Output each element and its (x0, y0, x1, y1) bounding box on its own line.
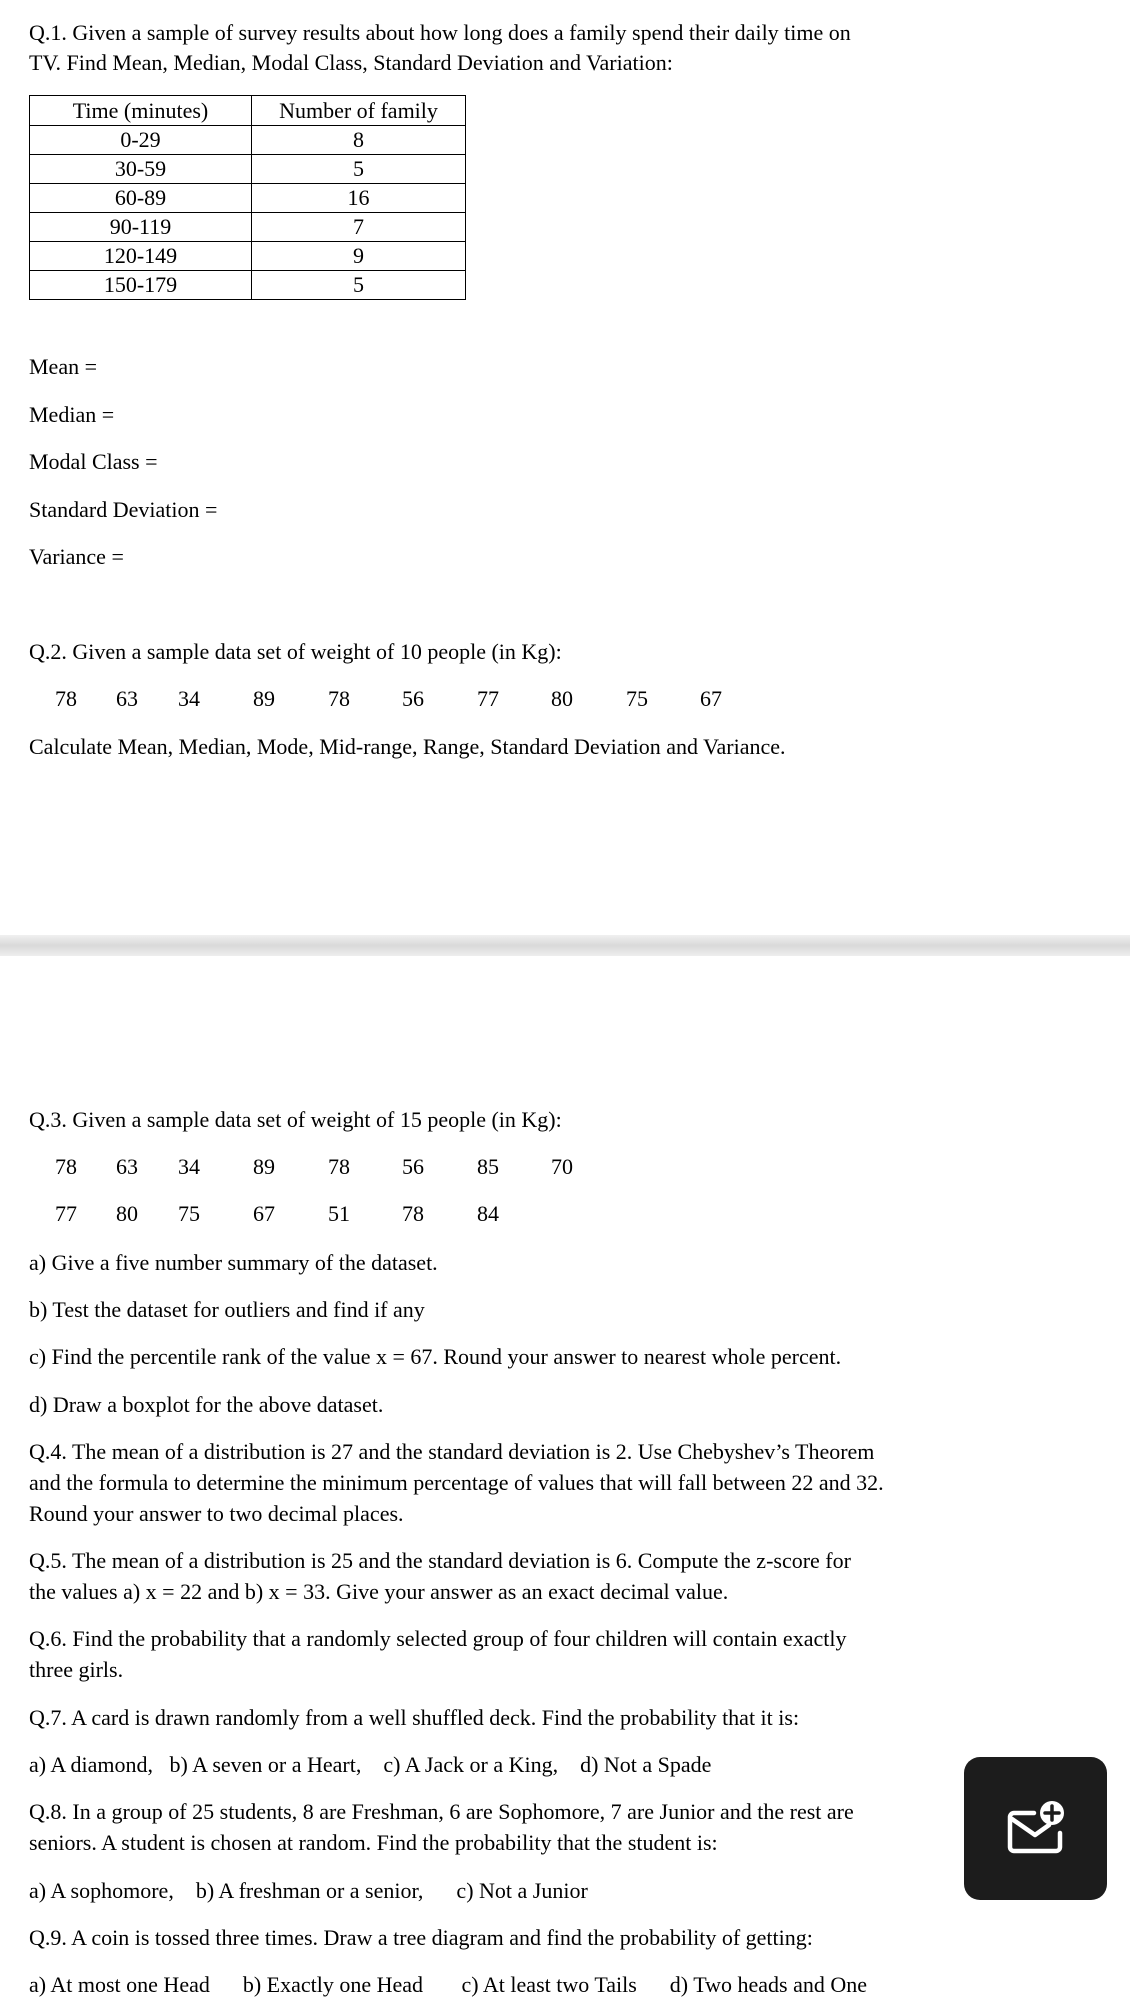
table-cell: 5 (252, 155, 466, 184)
table-header-families: Number of family (252, 96, 466, 126)
q3-values-row1 (55, 1152, 615, 1182)
data-value: 63 (116, 686, 138, 711)
table-cell: 7 (252, 213, 466, 242)
q4-line1: Q.4. The mean of a distribution is 27 and the standard deviation is 2. Use Chebyshev’s Theorem (29, 1439, 875, 1464)
table-cell: 8 (252, 126, 466, 155)
table-cell: 60-89 (30, 184, 252, 213)
q3-part-c: c) Find the percentile rank of the value x = 67. Round your answer to nearest whole percent. (29, 1344, 842, 1369)
data-value: 34 (178, 686, 200, 711)
q8-line1: Q.8. In a group of 25 students, 8 are Freshman, 6 are Sophomore, 7 are Junior and the rest are (29, 1799, 854, 1824)
table-row (30, 155, 466, 184)
data-value: 78 (328, 1154, 350, 1179)
q6-line1: Q.6. Find the probability that a randomly selected group of four children will contain exactly (29, 1626, 847, 1651)
q5-line1: Q.5. The mean of a distribution is 25 and the standard deviation is 6. Compute the z-score for (29, 1548, 851, 1573)
data-value: 78 (328, 686, 350, 711)
q2-values (55, 684, 755, 714)
table-row (30, 184, 466, 213)
q2-intro: Q.2. Given a sample data set of weight of 10 people (in Kg): (29, 639, 562, 664)
answer-variance: Variance = (29, 544, 124, 569)
answer-mean: Mean = (29, 354, 97, 379)
compose-button[interactable] (964, 1757, 1107, 1900)
q7-line1: Q.7. A card is drawn randomly from a well shuffled deck. Find the probability that it is: (29, 1705, 800, 1730)
q8-line2: seniors. A student is chosen at random. Find the probability that the student is: (29, 1830, 718, 1855)
q4-line2: and the formula to determine the minimum percentage of values that will fall between 22 and 32. (29, 1470, 884, 1495)
data-value: 56 (402, 686, 424, 711)
data-value: 75 (626, 686, 648, 711)
table-cell: 5 (252, 271, 466, 300)
q3-part-a: a) Give a five number summary of the dataset. (29, 1250, 438, 1275)
table-cell: 120-149 (30, 242, 252, 271)
data-value: 67 (700, 686, 722, 711)
compose-mail-icon (1004, 1799, 1068, 1859)
table-cell: 30-59 (30, 155, 252, 184)
table-row (30, 213, 466, 242)
data-value: 89 (253, 1154, 275, 1179)
q8-options: a) A sophomore, b) A freshman or a senior, c) Not a Junior (29, 1878, 588, 1903)
data-value: 85 (477, 1154, 499, 1179)
answer-standard-deviation: Standard Deviation = (29, 497, 218, 522)
table-row (30, 271, 466, 300)
answer-median: Median = (29, 402, 115, 427)
q1-intro-line1: Q.1. Given a sample of survey results about how long does a family spend their daily time on (29, 20, 851, 45)
data-value: 67 (253, 1201, 275, 1226)
q3-values-row2 (55, 1199, 615, 1229)
table-cell: 9 (252, 242, 466, 271)
answer-modal-class: Modal Class = (29, 449, 158, 474)
data-value: 89 (253, 686, 275, 711)
q2-instruction: Calculate Mean, Median, Mode, Mid-range, Range, Standard Deviation and Variance. (29, 734, 786, 759)
data-value: 34 (178, 1154, 200, 1179)
data-value: 70 (551, 1154, 573, 1179)
q9-options: a) At most one Head b) Exactly one Head c) At least two Tails d) Two heads and One (29, 1972, 868, 1997)
q7-options: a) A diamond, b) A seven or a Heart, c) A Jack or a King, d) Not a Spade (29, 1752, 712, 1777)
q5-line2: the values a) x = 22 and b) x = 33. Give your answer as an exact decimal value. (29, 1579, 729, 1604)
data-value: 63 (116, 1154, 138, 1179)
table-row (30, 242, 466, 271)
q4-line3: Round your answer to two decimal places. (29, 1501, 404, 1526)
table-cell: 90-119 (30, 213, 252, 242)
table-header-row (30, 96, 466, 126)
data-value: 78 (55, 1154, 77, 1179)
data-value: 77 (55, 1201, 77, 1226)
q3-part-b: b) Test the dataset for outliers and find if any (29, 1297, 425, 1322)
q3-part-d: d) Draw a boxplot for the above dataset. (29, 1392, 384, 1417)
table-cell: 0-29 (30, 126, 252, 155)
frequency-table (29, 95, 466, 300)
table-header-time: Time (minutes) (30, 96, 252, 126)
data-value: 80 (116, 1201, 138, 1226)
data-value: 84 (477, 1201, 499, 1226)
data-value: 78 (402, 1201, 424, 1226)
q9-line1: Q.9. A coin is tossed three times. Draw a tree diagram and find the probability of getting: (29, 1925, 813, 1950)
table-cell: 16 (252, 184, 466, 213)
data-value: 78 (55, 686, 77, 711)
data-value: 77 (477, 686, 499, 711)
table-cell: 150-179 (30, 271, 252, 300)
data-value: 51 (328, 1201, 350, 1226)
data-value: 80 (551, 686, 573, 711)
table-row (30, 126, 466, 155)
page-separator (0, 935, 1130, 956)
data-value: 75 (178, 1201, 200, 1226)
data-value: 56 (402, 1154, 424, 1179)
document-page-1 (0, 0, 1130, 935)
q1-intro-line2: TV. Find Mean, Median, Modal Class, Standard Deviation and Variation: (29, 50, 673, 75)
q6-line2: three girls. (29, 1657, 124, 1682)
q3-intro: Q.3. Given a sample data set of weight of 15 people (in Kg): (29, 1107, 562, 1132)
